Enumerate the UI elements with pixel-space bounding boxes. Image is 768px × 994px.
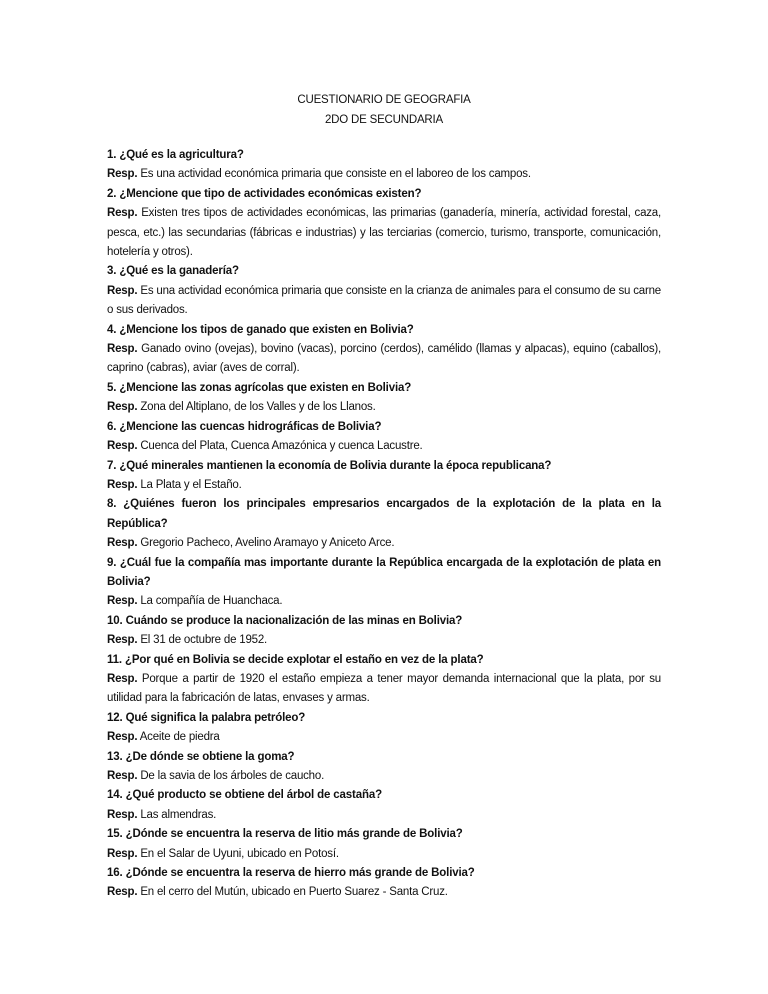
question-item: [107, 748, 661, 787]
answer-text: Existen tres tipos de actividades económicas, las primarias (ganadería, minería, actividad forestal, caza, pesca, etc.) las secundarias (fábricas e industrias) y las terciarias (comercio, turismo, transporte, comunicación, hotelería y otros).: [107, 207, 662, 259]
answer-paragraph: [107, 767, 661, 786]
answer-label: Resp.: [107, 440, 138, 453]
answer-paragraph: [107, 398, 661, 417]
answer-paragraph: [107, 631, 661, 650]
question-text: 12. Qué significa la palabra petróleo?: [107, 711, 306, 724]
answer-label: Resp.: [107, 168, 138, 181]
answer-text: Ganado ovino (ovejas), bovino (vacas), porcino (cerdos), camélido (llamas y alpacas), equino (caballos), caprino (cabras), aviar (aves de corral).: [107, 343, 661, 375]
answer-label: Resp.: [107, 770, 138, 782]
question-item: [107, 825, 661, 864]
question-item: [107, 651, 661, 709]
question-text: 14. ¿Qué producto se obtiene del árbol de castaña?: [107, 789, 382, 802]
answer-paragraph: [107, 204, 661, 262]
question-text: 16. ¿Dónde se encuentra la reserva de hierro más grande de Bolivia?: [107, 867, 475, 880]
answer-text: Aceite de piedra: [139, 731, 220, 744]
question-text: 5. ¿Mencione las zonas agrícolas que existen en Bolivia?: [107, 381, 412, 394]
answer-paragraph: [107, 670, 661, 709]
answer-text: En el cerro del Mutún, ubicado en Puerto Suarez - Santa Cruz.: [140, 886, 448, 899]
question-text: 10. Cuándo se produce la nacionalización de las minas en Bolivia?: [107, 614, 463, 627]
answer-label: Resp.: [107, 343, 138, 356]
question-text: 13. ¿De dónde se obtiene la goma?: [107, 750, 295, 763]
question-item: [107, 262, 661, 320]
question-item: [107, 185, 661, 263]
question-text: 4. ¿Mencione los tipos de ganado que existen en Bolivia?: [107, 323, 414, 336]
answer-label: Resp.: [107, 731, 138, 744]
question-item: [107, 495, 661, 553]
question-item: [107, 864, 661, 903]
answer-label: Resp.: [107, 207, 138, 220]
answer-text: El 31 de octubre de 1952.: [140, 634, 268, 647]
answer-text: La compañía de Huanchaca.: [140, 595, 283, 608]
question-item: [107, 379, 661, 418]
answer-text: En el Salar de Uyuni, ubicado en Potosí.: [140, 847, 339, 860]
answer-paragraph: [107, 340, 661, 379]
question-item: [107, 709, 661, 748]
answer-paragraph: [107, 534, 661, 553]
answer-paragraph: [107, 592, 661, 611]
question-text: 6. ¿Mencione las cuencas hidrográficas de Bolivia?: [107, 420, 382, 433]
answer-label: Resp.: [107, 401, 138, 414]
question-text: 15. ¿Dónde se encuentra la reserva de litio más grande de Bolivia?: [107, 828, 463, 841]
answer-paragraph: [107, 437, 661, 456]
question-item: [107, 786, 661, 825]
answer-label: Resp.: [107, 634, 138, 647]
answer-label: Resp.: [107, 595, 138, 608]
answer-paragraph: [107, 845, 661, 864]
question-text: 7. ¿Qué minerales mantienen la economía de Bolivia durante la época republicana?: [107, 459, 552, 472]
question-item: [107, 612, 661, 651]
question-item: [107, 418, 661, 457]
question-text: 3. ¿Qué es la ganadería?: [107, 265, 239, 278]
document-subtitle: 2DO DE SECUNDARIA: [324, 114, 443, 126]
answer-text: La Plata y el Estaño.: [140, 478, 242, 491]
answer-text: Cuenca del Plata, Cuenca Amazónica y cuenca Lacustre.: [140, 440, 423, 453]
title-block: [0, 90, 768, 130]
question-text: 1. ¿Qué es la agricultura?: [107, 149, 244, 161]
answer-label: Resp.: [107, 886, 138, 899]
question-text: 8. ¿Quiénes fueron los principales empresarios encargados de la explotación de la plata en la República?: [107, 498, 661, 530]
answer-text: Es una actividad económica primaria que consiste en el laboreo de los campos.: [140, 168, 531, 181]
question-item: [107, 321, 661, 379]
answer-paragraph: [107, 728, 661, 747]
answer-label: Resp.: [107, 537, 138, 550]
answer-label: Resp.: [107, 808, 138, 821]
answer-text: De la savia de los árboles de caucho.: [140, 770, 325, 782]
answer-paragraph: [107, 282, 661, 321]
answer-text: Las almendras.: [140, 808, 217, 821]
answer-text: Gregorio Pacheco, Avelino Aramayo y Aniceto Arce.: [140, 537, 395, 550]
question-item: [107, 554, 661, 612]
answer-paragraph: [107, 883, 661, 902]
question-item: [107, 457, 661, 496]
answer-text: Es una actividad económica primaria que consiste en la crianza de animales para el consumo de su carne o sus derivados.: [107, 284, 661, 317]
question-text: 11. ¿Por qué en Bolivia se decide explotar el estaño en vez de la plata?: [107, 653, 484, 666]
answer-label: Resp.: [107, 847, 138, 860]
question-text: 9. ¿Cuál fue la compañía mas importante durante la República encargada de la explotación de plata en Bolivia?: [107, 556, 661, 588]
answer-paragraph: [107, 476, 661, 495]
question-item: [107, 146, 661, 185]
answer-paragraph: [107, 165, 661, 184]
answer-text: Zona del Altiplano, de los Valles y de los Llanos.: [140, 401, 376, 414]
answer-label: Resp.: [107, 672, 138, 685]
answer-paragraph: [107, 806, 661, 825]
question-text: 2. ¿Mencione que tipo de actividades económicas existen?: [107, 187, 422, 200]
answer-text: Porque a partir de 1920 el estaño empieza a tener mayor demanda internacional que la plata, por su utilidad para la fabricación de latas, envases y armas.: [107, 672, 661, 705]
questionnaire-list: [107, 146, 661, 903]
answer-label: Resp.: [107, 284, 138, 297]
answer-label: Resp.: [107, 478, 138, 491]
document-title: CUESTIONARIO DE GEOGRAFIA: [297, 94, 471, 106]
